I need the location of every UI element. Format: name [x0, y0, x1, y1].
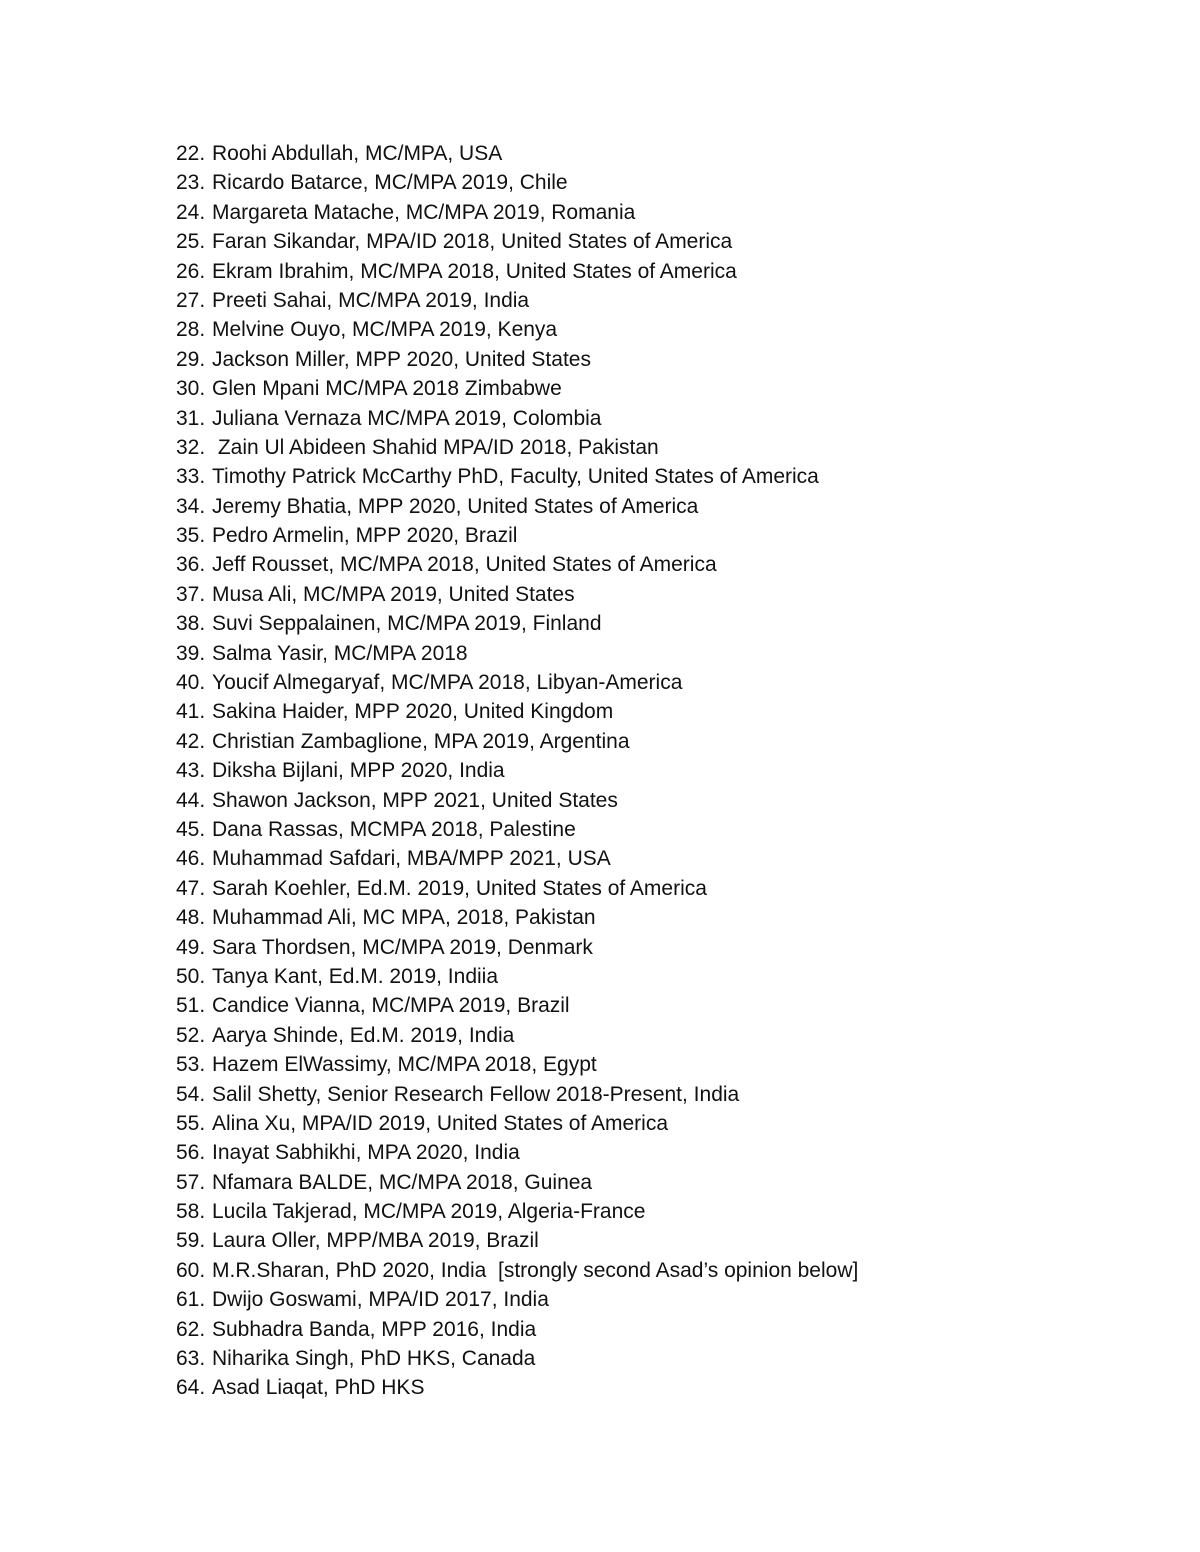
list-item — [176, 550, 858, 579]
list-item-number: 33. — [176, 465, 206, 489]
list-item — [176, 1138, 858, 1167]
list-item-number: 40. — [176, 671, 206, 695]
list-item-number: 60. — [176, 1258, 206, 1282]
list-item-text: Asad Liaqat, PhD HKS — [212, 1376, 425, 1400]
list-item-number: 46. — [176, 847, 206, 871]
list-item-number: 55. — [176, 1111, 206, 1135]
list-item-number: 50. — [176, 964, 206, 988]
list-item — [176, 257, 858, 286]
list-item-number: 42. — [176, 729, 206, 753]
list-item-number: 34. — [176, 494, 206, 518]
list-item — [176, 198, 858, 227]
list-item-number: 24. — [176, 200, 206, 224]
list-item — [176, 580, 858, 609]
list-item-text: Alina Xu, MPA/ID 2019, United States of America — [212, 1111, 669, 1135]
list-item — [176, 286, 858, 315]
list-item — [176, 639, 858, 668]
list-item-text: Muhammad Safdari, MBA/MPP 2021, USA — [212, 847, 611, 871]
list-item — [176, 345, 858, 374]
list-item-text: Youcif Almegaryaf, MC/MPA 2018, Libyan-America — [212, 671, 683, 695]
list-item-number: 64. — [176, 1376, 206, 1400]
list-item — [176, 433, 858, 462]
list-item — [176, 492, 858, 521]
list-item — [176, 139, 858, 168]
list-item-number: 47. — [176, 876, 206, 900]
list-item-number: 49. — [176, 935, 206, 959]
list-item — [176, 786, 858, 815]
list-item-number: 51. — [176, 994, 206, 1018]
list-item-text: Pedro Armelin, MPP 2020, Brazil — [212, 524, 518, 548]
list-item-number: 53. — [176, 1053, 206, 1077]
list-item-number: 39. — [176, 641, 206, 665]
list-item-number: 58. — [176, 1200, 206, 1224]
list-item-text: Dwijo Goswami, MPA/ID 2017, India — [212, 1288, 549, 1312]
list-item-text: Glen Mpani MC/MPA 2018 Zimbabwe — [212, 377, 562, 401]
list-item-text: Tanya Kant, Ed.M. 2019, Indiia — [212, 964, 499, 988]
list-item-text: Faran Sikandar, MPA/ID 2018, United States of America — [212, 230, 733, 254]
list-item — [176, 374, 858, 403]
list-item-text: Subhadra Banda, MPP 2016, India — [212, 1317, 537, 1341]
list-item-text: Juliana Vernaza MC/MPA 2019, Colombia — [212, 406, 602, 430]
list-item-number: 28. — [176, 318, 206, 342]
list-item-number: 38. — [176, 612, 206, 636]
list-item-number: 31. — [176, 406, 206, 430]
list-item-number: 44. — [176, 788, 206, 812]
list-item — [176, 668, 858, 697]
list-item-number: 52. — [176, 1023, 206, 1047]
list-item — [176, 1226, 858, 1255]
list-item-text: Niharika Singh, PhD HKS, Canada — [212, 1347, 536, 1371]
list-item-number: 30. — [176, 377, 206, 401]
list-item-number: 32. — [176, 435, 206, 459]
list-item-number: 29. — [176, 347, 206, 371]
list-item-number: 23. — [176, 171, 206, 195]
list-item-text: Ekram Ibrahim, MC/MPA 2018, United States of America — [212, 259, 737, 283]
list-item-number: 26. — [176, 259, 206, 283]
list-item-number: 25. — [176, 230, 206, 254]
list-item — [176, 903, 858, 932]
list-item-text: Timothy Patrick McCarthy PhD, Faculty, United States of America — [212, 465, 819, 489]
list-item-text: Nfamara BALDE, MC/MPA 2018, Guinea — [212, 1170, 593, 1194]
list-item-text: Musa Ali, MC/MPA 2019, United States — [212, 582, 575, 606]
list-item-text: Lucila Takjerad, MC/MPA 2019, Algeria-France — [212, 1200, 646, 1224]
list-item — [176, 1050, 858, 1079]
list-item-number: 35. — [176, 524, 206, 548]
list-item — [176, 1168, 858, 1197]
list-item — [176, 874, 858, 903]
list-item-number: 22. — [176, 142, 206, 165]
list-item — [176, 1373, 858, 1402]
list-item-text: Hazem ElWassimy, MC/MPA 2018, Egypt — [212, 1053, 597, 1077]
list-item-text: Sarah Koehler, Ed.M. 2019, United States of America — [212, 876, 707, 900]
list-item-text: Muhammad Ali, MC MPA, 2018, Pakistan — [212, 906, 596, 930]
list-item-text: Roohi Abdullah, MC/MPA, USA — [212, 142, 503, 165]
list-item-text: Zain Ul Abideen Shahid MPA/ID 2018, Pakistan — [212, 435, 659, 459]
list-item — [176, 521, 858, 550]
list-item — [176, 315, 858, 344]
list-item — [176, 1080, 858, 1109]
list-item-text: M.R.Sharan, PhD 2020, India [strongly second Asad’s opinion below] — [212, 1258, 859, 1282]
list-item-number: 48. — [176, 906, 206, 930]
list-item — [176, 815, 858, 844]
list-item — [176, 756, 858, 785]
list-item — [176, 462, 858, 491]
list-item — [176, 1021, 858, 1050]
list-item — [176, 168, 858, 197]
list-item-text: Preeti Sahai, MC/MPA 2019, India — [212, 288, 530, 312]
list-item — [176, 1285, 858, 1314]
list-item-text: Margareta Matache, MC/MPA 2019, Romania — [212, 200, 636, 224]
list-item-text: Laura Oller, MPP/MBA 2019, Brazil — [212, 1229, 539, 1253]
list-item — [176, 844, 858, 873]
list-item — [176, 1109, 858, 1138]
list-item-text: Jeff Rousset, MC/MPA 2018, United States of America — [212, 553, 717, 577]
list-item — [176, 1256, 858, 1285]
list-item-text: Candice Vianna, MC/MPA 2019, Brazil — [212, 994, 570, 1018]
list-item-number: 45. — [176, 817, 206, 841]
list-item-text: Suvi Seppalainen, MC/MPA 2019, Finland — [212, 612, 602, 636]
list-item — [176, 1315, 858, 1344]
list-item-text: Salma Yasir, MC/MPA 2018 — [212, 641, 468, 665]
list-item — [176, 404, 858, 433]
list-item — [176, 609, 858, 638]
list-item-number: 57. — [176, 1170, 206, 1194]
list-item-number: 54. — [176, 1082, 206, 1106]
list-item-text: Ricardo Batarce, MC/MPA 2019, Chile — [212, 171, 568, 195]
list-item-text: Diksha Bijlani, MPP 2020, India — [212, 759, 505, 783]
list-item — [176, 1344, 858, 1373]
list-item-text: Jeremy Bhatia, MPP 2020, United States of America — [212, 494, 699, 518]
list-item — [176, 991, 858, 1020]
list-item-number: 62. — [176, 1317, 206, 1341]
list-item-number: 43. — [176, 759, 206, 783]
list-item — [176, 933, 858, 962]
list-item-number: 36. — [176, 553, 206, 577]
list-item-number: 41. — [176, 700, 206, 724]
list-item-number: 56. — [176, 1141, 206, 1165]
list-item-text: Jackson Miller, MPP 2020, United States — [212, 347, 591, 371]
list-item-text: Aarya Shinde, Ed.M. 2019, India — [212, 1023, 515, 1047]
list-item-text: Dana Rassas, MCMPA 2018, Palestine — [212, 817, 576, 841]
list-item-text: Shawon Jackson, MPP 2021, United States — [212, 788, 618, 812]
list-item-number: 37. — [176, 582, 206, 606]
list-item-number: 63. — [176, 1347, 206, 1371]
list-item-text: Sakina Haider, MPP 2020, United Kingdom — [212, 700, 614, 724]
list-item-text: Christian Zambaglione, MPA 2019, Argentina — [212, 729, 630, 753]
list-item-number: 61. — [176, 1288, 206, 1312]
list-item-text: Salil Shetty, Senior Research Fellow 2018-Present, India — [212, 1082, 740, 1106]
signatory-list — [176, 139, 858, 1403]
list-item-number: 59. — [176, 1229, 206, 1253]
list-item-text: Sara Thordsen, MC/MPA 2019, Denmark — [212, 935, 593, 959]
list-item — [176, 727, 858, 756]
list-item-number: 27. — [176, 288, 206, 312]
list-item — [176, 1197, 858, 1226]
list-item — [176, 962, 858, 991]
list-item-text: Inayat Sabhikhi, MPA 2020, India — [212, 1141, 520, 1165]
list-item — [176, 697, 858, 726]
list-item-text: Melvine Ouyo, MC/MPA 2019, Kenya — [212, 318, 558, 342]
list-item — [176, 227, 858, 256]
